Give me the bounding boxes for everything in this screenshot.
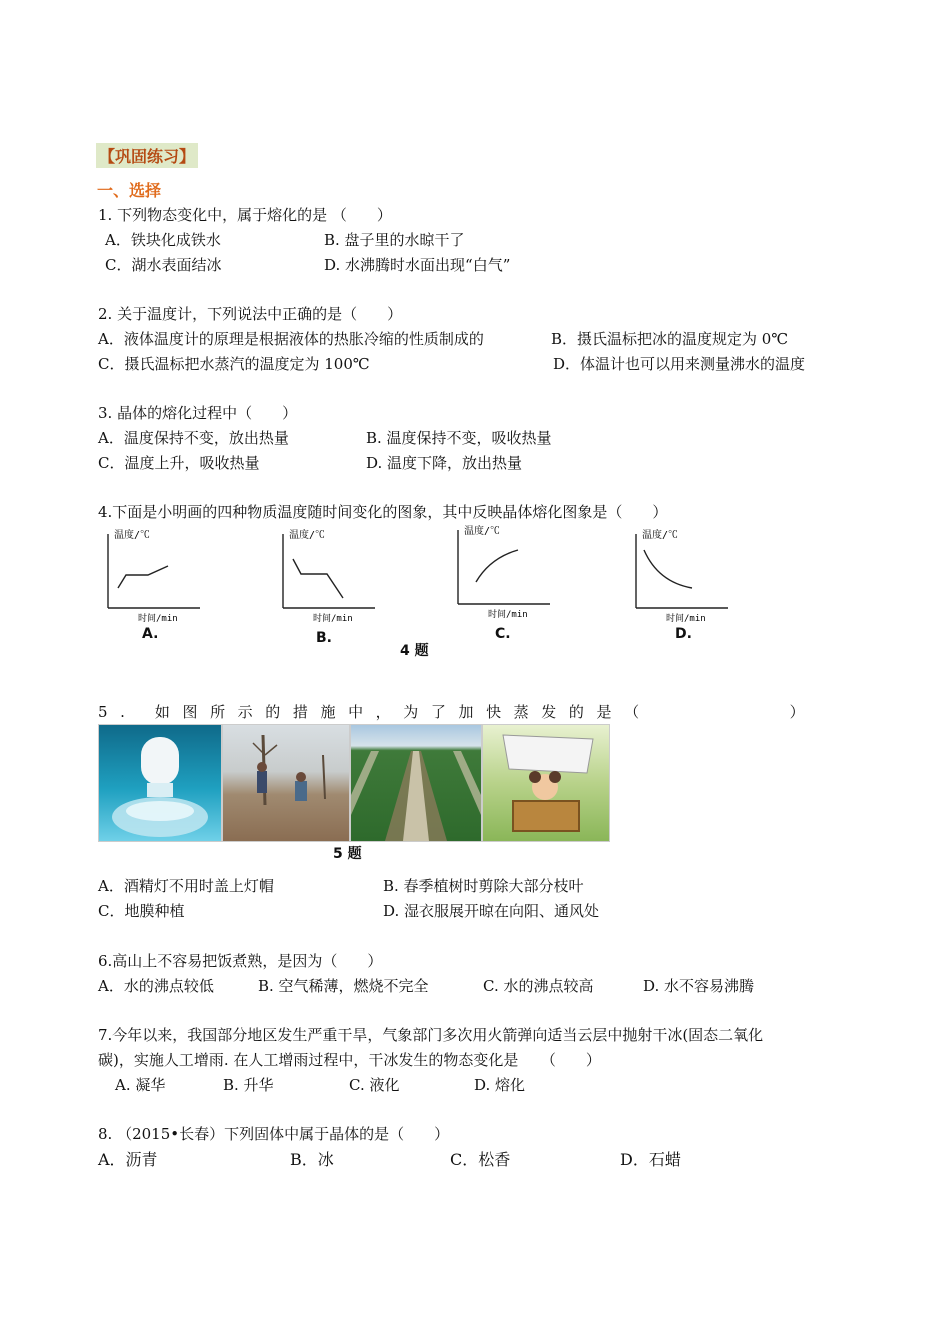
q3-option-c: C．温度上升，吸收热量 bbox=[98, 454, 260, 472]
q2-option-b: B．摄氏温标把冰的温度规定为 0℃ bbox=[551, 330, 789, 348]
q4-caption: 4 题 bbox=[400, 643, 429, 659]
q1-stem: 1. 下列物态变化中，属于熔化的是 （ ） bbox=[98, 206, 392, 224]
q8-option-b: B．冰 bbox=[290, 1150, 334, 1169]
graph-b-curve bbox=[293, 559, 343, 598]
section-tag: 【巩固练习】 bbox=[96, 143, 198, 168]
q3-stem: 3. 晶体的熔化过程中（ ） bbox=[98, 404, 298, 422]
q2-stem: 2. 关于温度计，下列说法中正确的是（ ） bbox=[98, 305, 403, 323]
q5-stem-text: 5. 如图所示的措施中，为了加快蒸发的是（ ） bbox=[98, 703, 818, 721]
q4-graph-a-label: A. bbox=[142, 626, 159, 642]
q2-option-d: D．体温计也可以用来测量沸水的温度 bbox=[553, 355, 806, 373]
q7-stem-line1: 7.今年以来，我国部分地区发生严重干旱，气象部门多次用火箭弹向适当云层中抛射干冰(固态二氧化 bbox=[98, 1026, 764, 1044]
q6-stem: 6.高山上不容易把饭煮熟，是因为（ ） bbox=[98, 952, 383, 970]
photo-clothes-drying bbox=[482, 724, 610, 842]
q2-option-a: A．液体温度计的原理是根据液体的热胀冷缩的性质制成的 bbox=[98, 330, 484, 348]
q4-graph-d-label: D. bbox=[675, 626, 692, 642]
photo-alcohol-lamp bbox=[98, 724, 222, 842]
graph-c-ylabel: 温度/℃ bbox=[464, 526, 501, 537]
q4-graph-c-label: C. bbox=[495, 626, 511, 642]
q3-option-b: B. 温度保持不变，吸收热量 bbox=[366, 429, 552, 447]
q7-option-d: D. 熔化 bbox=[474, 1076, 526, 1094]
graph-a-curve bbox=[118, 566, 168, 588]
q7-option-c: C. 液化 bbox=[349, 1076, 400, 1094]
q8-option-d: D．石蜡 bbox=[620, 1150, 681, 1169]
graph-d-xlabel: 时间/min bbox=[666, 614, 706, 624]
q1-option-c: C．湖水表面结冰 bbox=[105, 256, 222, 274]
q5-option-a: A．酒精灯不用时盖上灯帽 bbox=[98, 877, 274, 895]
q1-option-b: B. 盘子里的水晾干了 bbox=[324, 231, 465, 249]
graph-d-ylabel: 温度/℃ bbox=[642, 530, 679, 541]
graph-b-xlabel: 时间/min bbox=[313, 614, 353, 624]
q5-stem bbox=[98, 702, 843, 722]
graph-a-ylabel: 温度/℃ bbox=[114, 530, 151, 541]
q4-graph-b bbox=[275, 526, 385, 640]
q3-option-a: A．温度保持不变，放出热量 bbox=[98, 429, 289, 447]
q4-stem: 4.下面是小明画的四种物质温度随时间变化的图象，其中反映晶体熔化图象是（ ） bbox=[98, 503, 668, 521]
q4-graph-b-label: B. bbox=[316, 630, 332, 646]
graph-c-xlabel: 时间/min bbox=[488, 610, 528, 620]
q3-option-d: D. 温度下降，放出热量 bbox=[366, 454, 523, 472]
q5-option-c: C．地膜种植 bbox=[98, 902, 185, 920]
q1-option-a: A．铁块化成铁水 bbox=[105, 231, 221, 249]
photo-film-mulch bbox=[350, 724, 482, 842]
q6-option-a: A．水的沸点较低 bbox=[98, 977, 214, 995]
q4-graph-c bbox=[450, 522, 560, 636]
q7-option-b: B. 升华 bbox=[223, 1076, 274, 1094]
q6-option-b: B. 空气稀薄，燃烧不完全 bbox=[258, 977, 429, 995]
graph-b-ylabel: 温度/℃ bbox=[289, 530, 326, 541]
q2-option-c: C．摄氏温标把水蒸汽的温度定为 100℃ bbox=[98, 355, 370, 373]
q8-option-c: C．松香 bbox=[450, 1150, 511, 1169]
graph-a-xlabel: 时间/min bbox=[138, 614, 178, 624]
q4-graph-a bbox=[100, 526, 210, 640]
q6-option-d: D. 水不容易沸腾 bbox=[643, 977, 755, 995]
q6-option-c: C. 水的沸点较高 bbox=[483, 977, 594, 995]
q7-stem-line2: 碳)，实施人工增雨. 在人工增雨过程中，干冰发生的物态变化是 （ ） bbox=[98, 1051, 601, 1069]
q5-option-d: D. 湿衣服展开晾在向阳、通风处 bbox=[383, 902, 600, 920]
q5-caption: 5 题 bbox=[333, 846, 362, 862]
q4-graph-d bbox=[628, 526, 738, 640]
q1-option-d: D. 水沸腾时水面出现“白气” bbox=[324, 256, 511, 274]
graph-d-curve bbox=[644, 550, 692, 588]
graph-c-curve bbox=[476, 550, 518, 582]
section-heading: 一、选择 bbox=[97, 181, 162, 200]
q7-option-a: A. 凝华 bbox=[115, 1076, 166, 1094]
q8-stem: 8. （2015•长春）下列固体中属于晶体的是（ ） bbox=[98, 1125, 450, 1143]
q8-option-a: A．沥青 bbox=[98, 1150, 158, 1169]
q5-option-b: B. 春季植树时剪除大部分枝叶 bbox=[383, 877, 584, 895]
photo-tree-planting bbox=[222, 724, 350, 842]
